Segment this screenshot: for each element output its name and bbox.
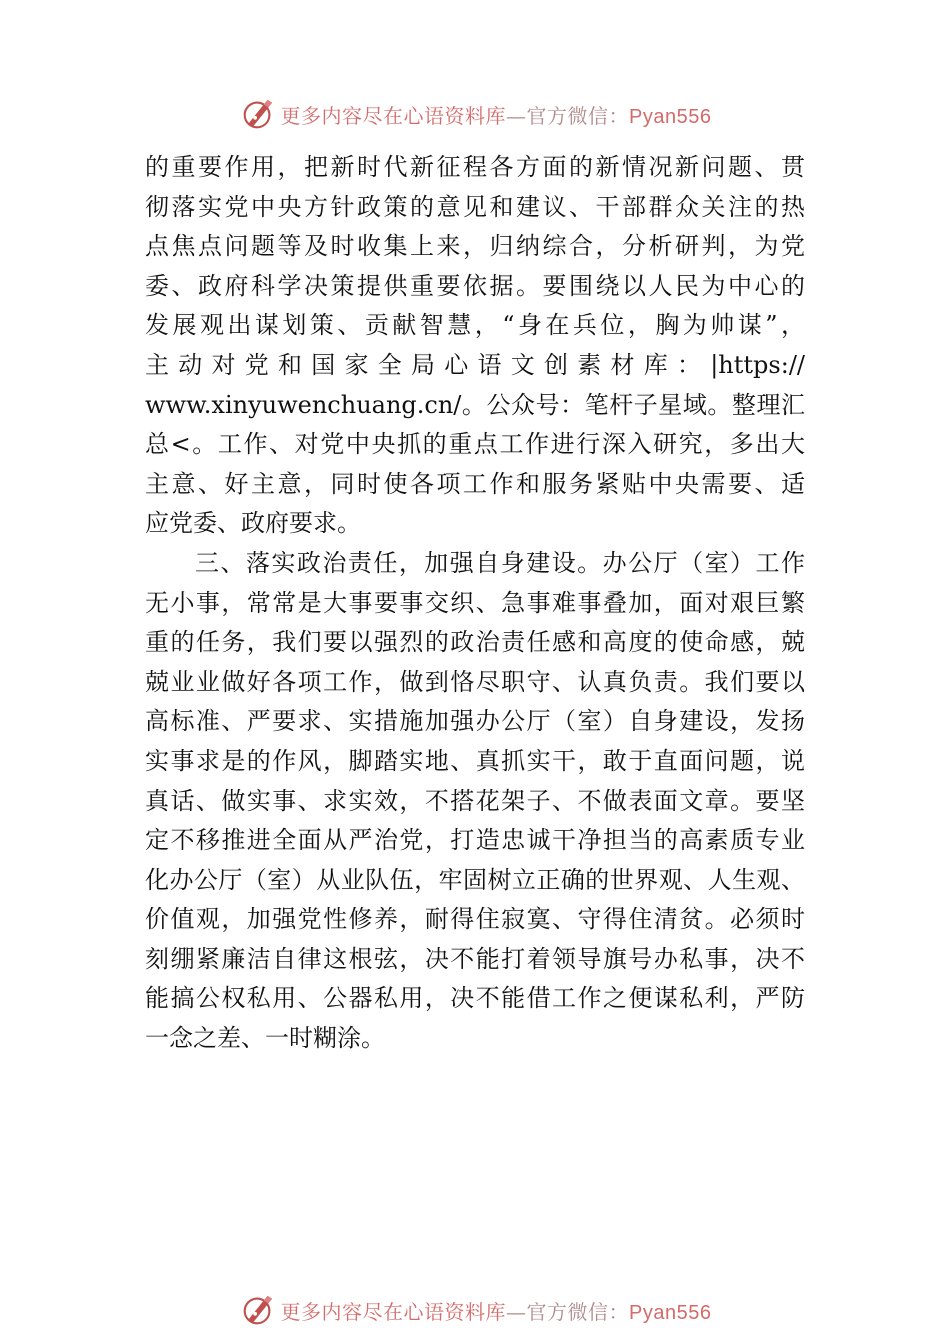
footer-banner: [0, 1290, 950, 1330]
footer-brand: 更多内容尽在心语资料库: [280, 1299, 507, 1324]
text-line: 重的任务，我们要以强烈的政治责任感和高度的使命感，兢: [145, 628, 805, 657]
text-line: 委、政府科学决策提供重要依据。要围绕以人民为中心的: [145, 271, 805, 300]
text-line: 主意、好主意，同时使各项工作和服务紧贴中央需要、适: [145, 469, 805, 498]
header-banner: [0, 94, 950, 134]
text-line: 高标准、严要求、实措施加强办公厅（室）自身建设，发扬: [145, 707, 805, 736]
footer-text: [281, 1296, 712, 1325]
text-line: 发展观出谋划策、贡献智慧，“身在兵位，胸为帅谋”，: [145, 311, 805, 340]
text-line: 实事求是的作风，脚踏实地、真抓实干，敢于直面问题，说: [145, 746, 805, 775]
footer-wechat-label: 官方微信：: [526, 1299, 630, 1324]
pen-nib-logo-icon: [239, 1291, 277, 1329]
text-line: 价值观，加强党性修养，耐得住寂寞、守得住清贫。必须时: [145, 905, 805, 934]
footer-account: Pyan556: [629, 1301, 712, 1324]
header-wechat-label: 官方微信：: [526, 103, 630, 128]
text-line: 能搞公权私用、公器私用，决不能借工作之便谋私利，严防: [145, 984, 805, 1013]
text-line: 一念之差、一时糊涂。: [145, 1024, 385, 1053]
text-line: www.xinyuwenchuang.cn/。公众号：笔杆子星域。整理汇: [145, 390, 805, 419]
text-line: 真话、做实事、求实效，不搭花架子、不做表面文章。要坚: [145, 786, 805, 815]
header-dash: —: [506, 103, 527, 128]
text-line: 的重要作用，把新时代新征程各方面的新情况新问题、贯: [145, 153, 805, 181]
text-line: 主动对党和国家全局心语文创素材库：|https://: [145, 350, 805, 379]
header-account: Pyan556: [629, 105, 712, 128]
footer-dash: —: [506, 1299, 527, 1324]
text-line: 定不移推进全面从严治党，打造忠诚干净担当的高素质专业: [145, 826, 805, 855]
header-brand: 更多内容尽在心语资料库: [280, 103, 507, 128]
paragraph-start-line: 三、落实政治责任，加强自身建设。办公厅（室）工作: [195, 548, 805, 577]
text-line: 应党委、政府要求。: [145, 509, 361, 538]
text-line: 彻落实党中央方针政策的意见和建议、干部群众关注的热: [145, 192, 805, 221]
text-line: 总<。工作、对党中央抓的重点工作进行深入研究，多出大: [145, 430, 805, 459]
header-text: [281, 100, 712, 129]
text-line: 点焦点问题等及时收集上来，归纳综合，分析研判，为党: [145, 232, 805, 261]
pen-nib-logo-icon: [239, 95, 277, 133]
text-line: 兢业业做好各项工作，做到恪尽职守、认真负责。我们要以: [145, 667, 805, 696]
text-line: 刻绷紧廉洁自律这根弦，决不能打着领导旗号办私事，决不: [145, 944, 805, 973]
document-body: [145, 148, 805, 1059]
text-line: 无小事，常常是大事要事交织、急事难事叠加，面对艰巨繁: [145, 588, 805, 617]
text-line: 化办公厅（室）从业队伍，牢固树立正确的世界观、人生观、: [145, 865, 805, 894]
